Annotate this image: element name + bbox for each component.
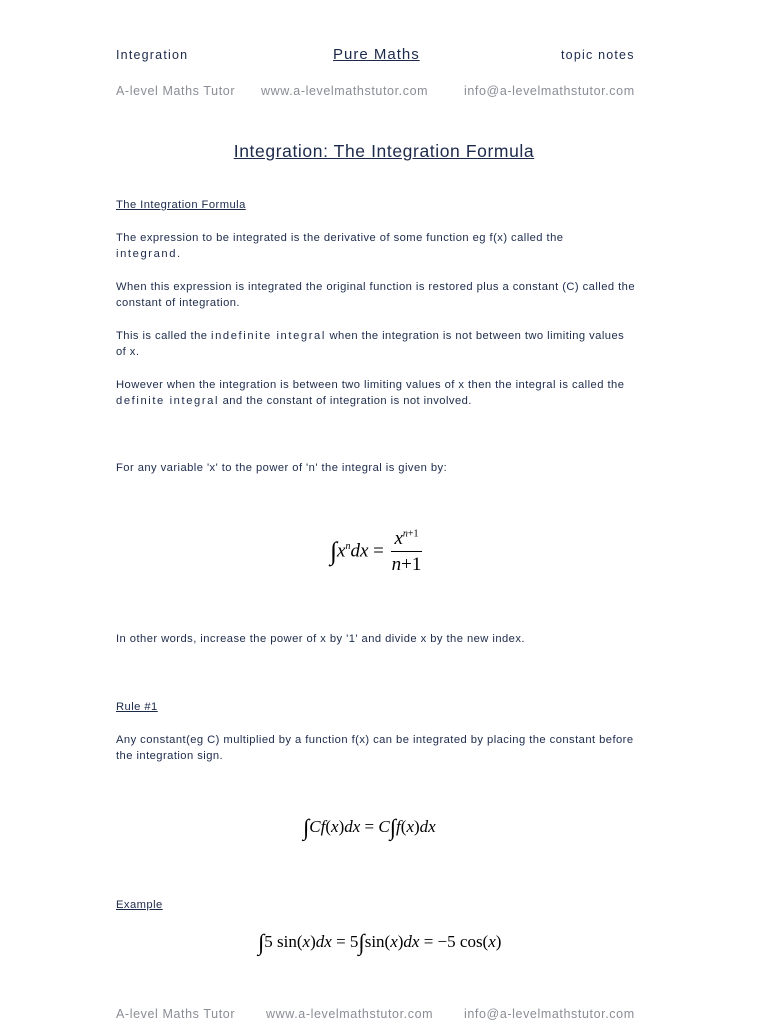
power-rule-formula: $\int x^ndx$ = $\frac{x^{n+1}}{n+1}$ bbox=[330, 528, 422, 575]
paragraph-integrand-text: The expression to be integrated is the derivative of some function eg f(x) called the bbox=[116, 232, 564, 244]
paragraph-definite-end: and the constant of integration is not involved. bbox=[219, 394, 472, 407]
paragraph-power-rule-explain: In other words, increase the power of x by '1' and divide x by the new index. bbox=[116, 633, 525, 645]
page-title: Integration: The Integration Formula bbox=[233, 141, 535, 161]
header-subject: Pure Maths bbox=[333, 46, 420, 63]
footer-site-url[interactable]: www.a-levelmathstutor.com bbox=[266, 1007, 434, 1021]
definite-integral-term: definite integral bbox=[116, 394, 220, 407]
paragraph-integrand bbox=[116, 231, 636, 262]
paragraph-constant: When this expression is integrated the original function is restored plus a constant (C) called the constant of integration. bbox=[116, 281, 636, 309]
header-site-email[interactable]: info@a-levelmathstutor.com bbox=[464, 84, 635, 98]
header-site-url[interactable]: www.a-levelmathstutor.com bbox=[261, 84, 429, 98]
header-doc-type: topic notes bbox=[561, 48, 635, 62]
paragraph-definite-start: However when the integration is between two limiting values of x then the integral is called the bbox=[116, 379, 625, 391]
paragraph-indefinite bbox=[116, 329, 636, 360]
paragraph-power-rule-intro: For any variable 'x' to the power of 'n' the integral is given by: bbox=[116, 462, 448, 474]
paragraph-indefinite-end: when the integration is not between two limiting values of x. bbox=[116, 330, 625, 358]
header-topic: Integration bbox=[116, 48, 189, 62]
example-heading: Example bbox=[116, 899, 163, 911]
footer-site-name: A-level Maths Tutor bbox=[116, 1007, 236, 1021]
rule-heading: Rule #1 bbox=[116, 701, 158, 713]
rule-text: Any constant(eg C) multiplied by a function f(x) can be integrated by placing the constant before the integration sign. bbox=[116, 734, 634, 762]
indefinite-integral-term: indefinite integral bbox=[210, 330, 326, 342]
paragraph-indefinite-start: This is called the bbox=[116, 330, 211, 342]
constant-rule-formula: ∫Cf(x)dx = C∫f(x)dx bbox=[303, 815, 436, 840]
paragraph-definite bbox=[116, 378, 636, 409]
section-heading: The Integration Formula bbox=[116, 199, 246, 211]
integrand-term: integrand. bbox=[116, 247, 182, 260]
footer-site-email[interactable]: info@a-levelmathstutor.com bbox=[464, 1007, 635, 1021]
example-formula: ∫5 sin(x)dx = 5∫sin(x)dx = −5 cos(x) bbox=[258, 930, 502, 955]
header-site-name: A-level Maths Tutor bbox=[116, 84, 236, 98]
